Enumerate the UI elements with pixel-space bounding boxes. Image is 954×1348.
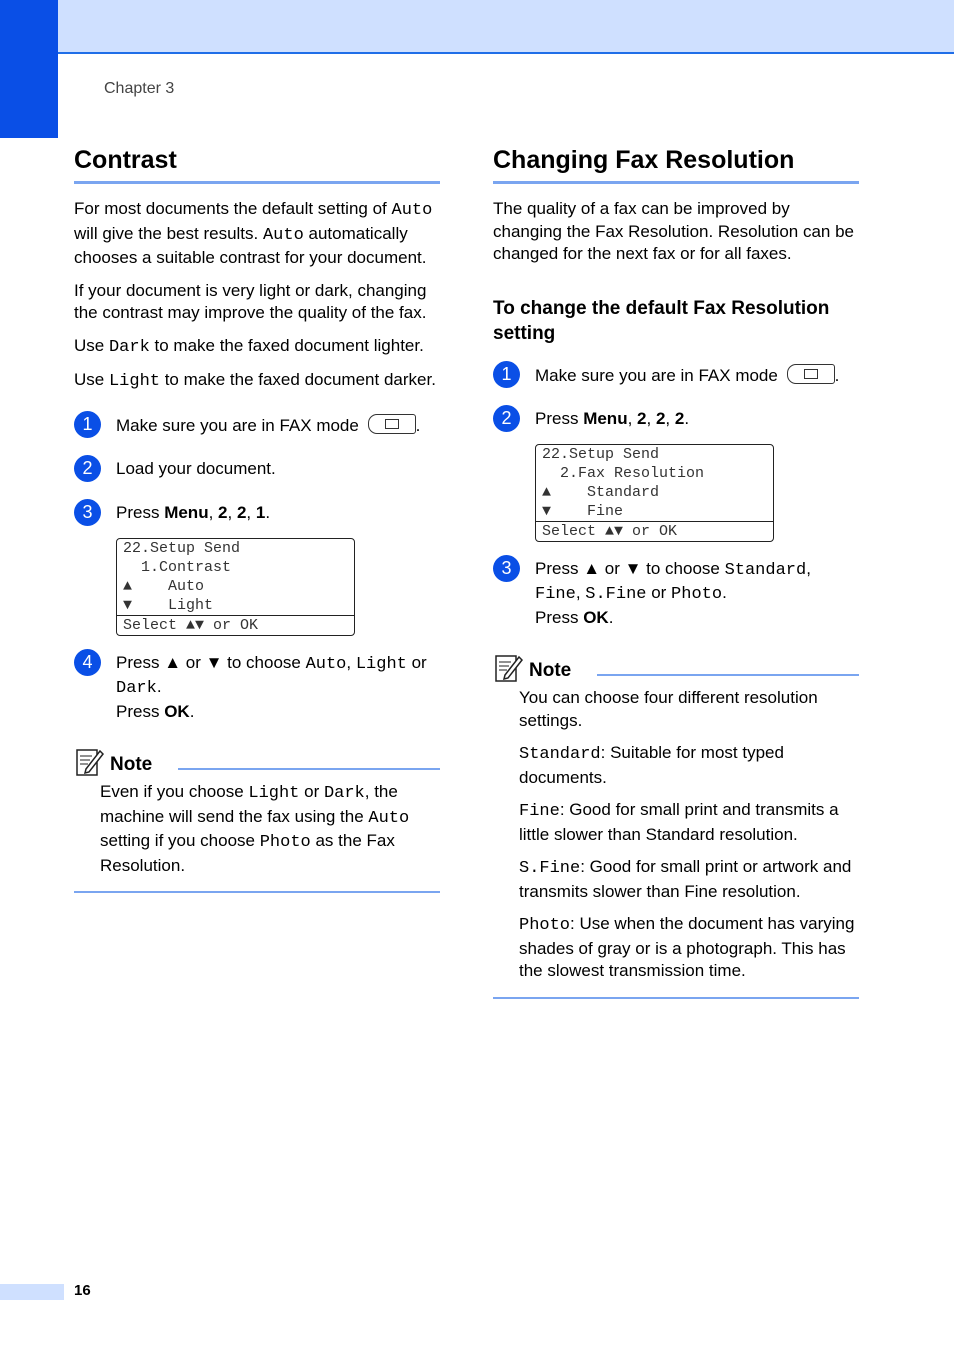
resolution-step-1: 1 Make sure you are in FAX mode . bbox=[493, 364, 859, 390]
lcd-status-line: Select ▲▼ or OK bbox=[117, 615, 354, 635]
up-arrow-icon: ▲ bbox=[164, 652, 182, 672]
note-title: Note bbox=[110, 754, 153, 775]
resolution-subtitle: To change the default Fax Resolution setting bbox=[493, 297, 830, 344]
note-standard: Standard: Suitable for most typed documents. bbox=[519, 743, 784, 787]
contrast-title: Contrast bbox=[74, 146, 440, 184]
down-arrow-icon: ▼ bbox=[205, 652, 223, 672]
note-sfine: S.Fine: Good for small print or artwork and transmits slower than Fine resolution. bbox=[519, 857, 852, 901]
resolution-note bbox=[493, 653, 859, 999]
step-number: 2 bbox=[493, 405, 520, 432]
resolution-step-2: 2 Press Menu, 2, 2, 2. bbox=[493, 408, 859, 434]
step-number: 3 bbox=[74, 499, 101, 526]
note-rule bbox=[597, 674, 859, 676]
note-text: Even if you choose Light or Dark, the machine will send the fax using the Auto setting if you choose Photo as the Fax Resolution. bbox=[100, 782, 410, 875]
fax-key-icon bbox=[787, 364, 835, 384]
note-pencil-icon bbox=[76, 747, 104, 777]
fax-key-icon bbox=[368, 414, 416, 434]
contrast-note bbox=[74, 747, 440, 893]
contrast-para-1: For most documents the default setting of Auto will give the best results. Auto automatically chooses a suitable contrast for your document. bbox=[74, 199, 433, 267]
resolution-step-3: 3 Press ▲ or ▼ to choose Standard, Fine, S.Fine or Photo. Press OK. bbox=[493, 558, 859, 630]
note-title: Note bbox=[529, 660, 572, 681]
step-number: 3 bbox=[493, 555, 520, 582]
resolution-title: Changing Fax Resolution bbox=[493, 146, 859, 184]
step-number: 4 bbox=[74, 649, 101, 676]
resolution-intro: The quality of a fax can be improved by changing the Fax Resolution. Resolution can be changed for the next fax or for all faxes. bbox=[493, 199, 855, 263]
contrast-para-3: Use Dark to make the faxed document lighter. bbox=[74, 335, 424, 357]
note-pencil-icon bbox=[495, 653, 523, 683]
step-number: 1 bbox=[493, 361, 520, 388]
lcd-display bbox=[535, 444, 774, 542]
note-rule bbox=[178, 768, 440, 770]
lcd-line: 22.Setup Send bbox=[542, 445, 660, 463]
note-text: You can choose four different resolution settings. bbox=[519, 688, 818, 730]
page-number: 16 bbox=[74, 1282, 91, 1299]
lcd-display bbox=[116, 538, 355, 636]
lcd-line: ▲ Standard bbox=[542, 483, 660, 501]
footer-bar bbox=[0, 1284, 64, 1300]
step-number: 1 bbox=[74, 411, 101, 438]
lcd-line: 2.Fax Resolution bbox=[542, 464, 705, 482]
contrast-step-4: 4 Press ▲ or ▼ to choose Auto, Light or Dark. Press OK. bbox=[74, 652, 440, 724]
contrast-step-2: 2 Load your document. bbox=[74, 458, 440, 484]
contrast-step-1: 1 Make sure you are in FAX mode . bbox=[74, 414, 440, 440]
lcd-status-line: Select ▲▼ or OK bbox=[536, 521, 773, 541]
chapter-label: Chapter 3 bbox=[104, 80, 175, 97]
lcd-line: 1.Contrast bbox=[123, 558, 232, 576]
resolution-section bbox=[493, 140, 859, 999]
step-number: 2 bbox=[74, 455, 101, 482]
lcd-line: 22.Setup Send bbox=[123, 539, 241, 557]
note-photo: Photo: Use when the document has varying shades of gray or is a photograph. This has the slowest transmission time. bbox=[519, 914, 855, 980]
contrast-para-2: If your document is very light or dark, changing the contrast may improve the quality of the fax. bbox=[74, 280, 427, 322]
lcd-line: ▼ Fine bbox=[542, 502, 624, 520]
note-fine: Fine: Good for small print and transmits a little slower than Standard resolution. bbox=[519, 800, 839, 844]
chapter-tab bbox=[0, 0, 58, 138]
up-arrow-icon: ▲ bbox=[583, 558, 601, 578]
contrast-section bbox=[74, 140, 440, 893]
down-arrow-icon: ▼ bbox=[624, 558, 642, 578]
header-band bbox=[58, 0, 954, 54]
contrast-step-3: 3 Press Menu, 2, 2, 1. bbox=[74, 502, 440, 528]
lcd-line: ▲ Auto bbox=[123, 577, 205, 595]
lcd-line: ▼ Light bbox=[123, 596, 214, 614]
contrast-para-4: Use Light to make the faxed document darker. bbox=[74, 370, 436, 391]
